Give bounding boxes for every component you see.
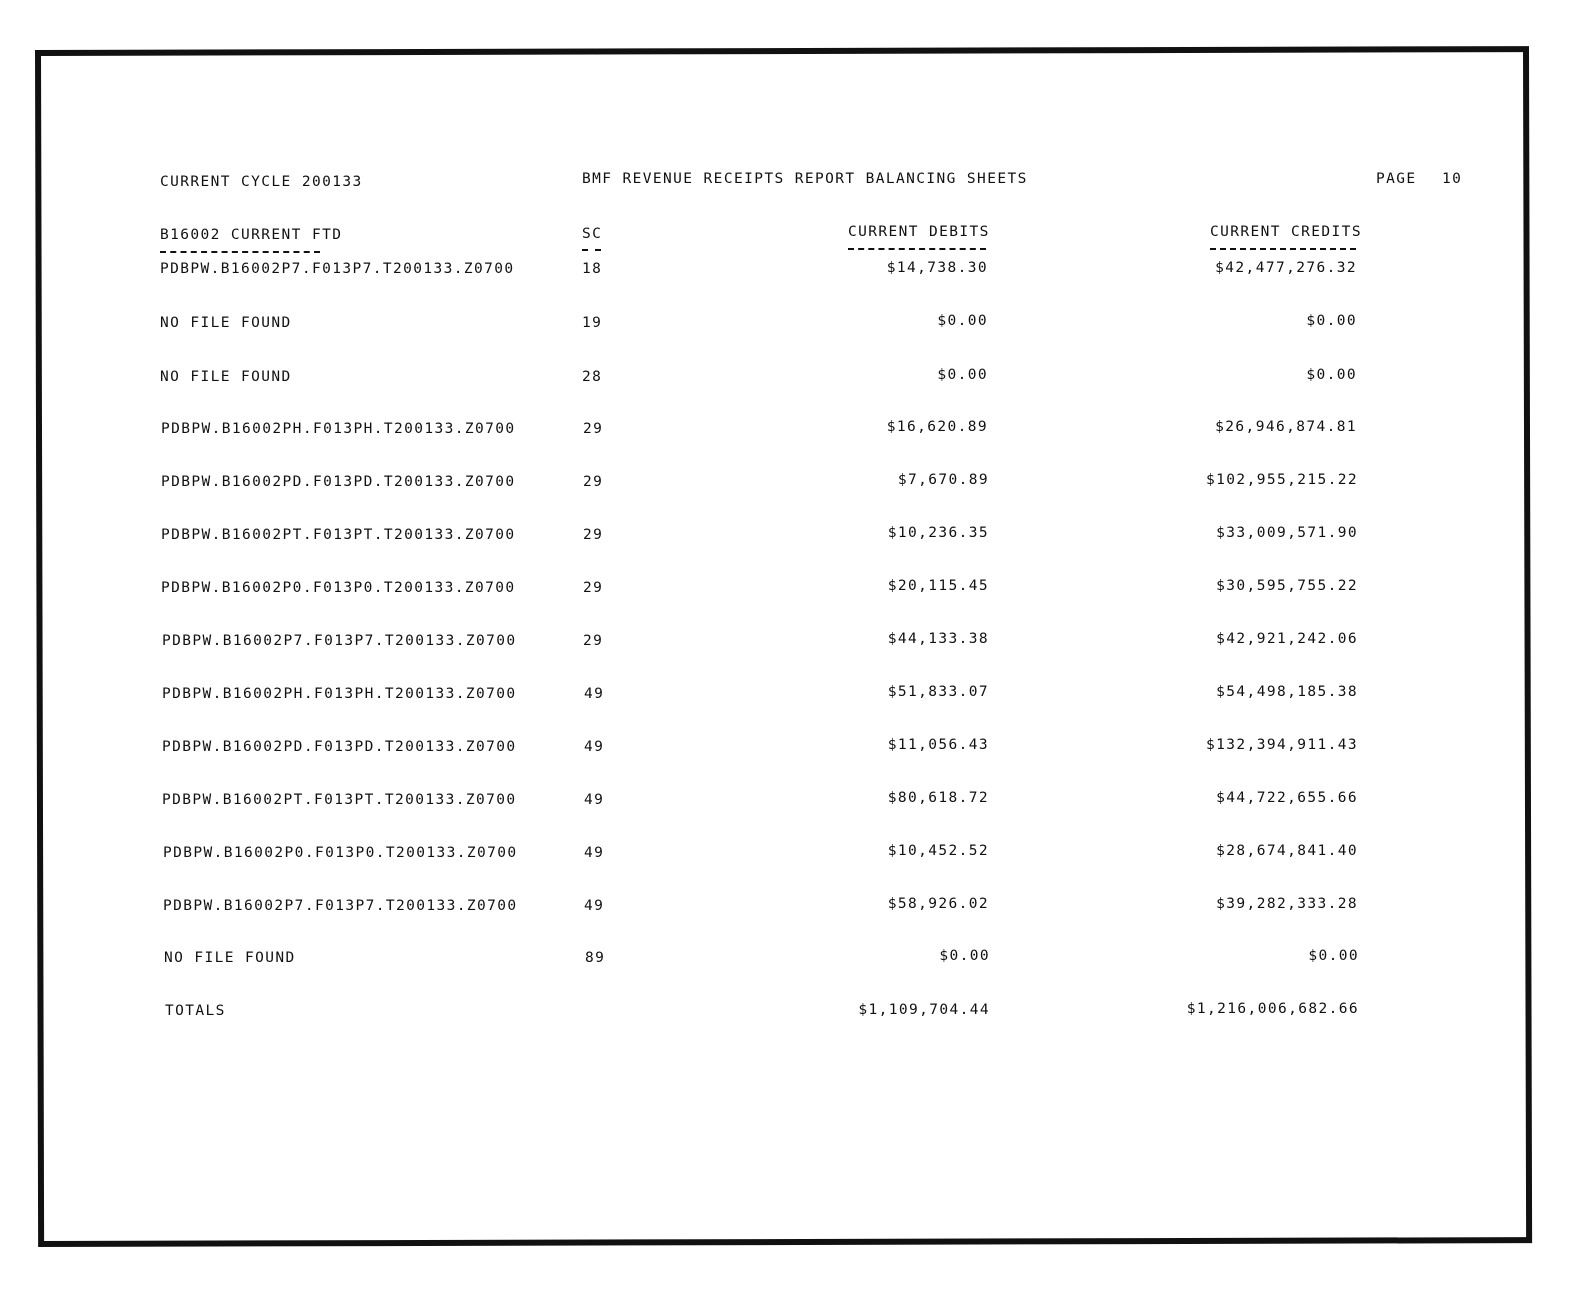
row-sc: 49 xyxy=(584,792,605,808)
column-header-debits: CURRENT DEBITS xyxy=(848,224,990,240)
row-debits: $10,452.52 xyxy=(887,843,989,859)
row-file: NO FILE FOUND xyxy=(164,950,296,966)
row-debits: $51,833.07 xyxy=(887,684,989,700)
table-row xyxy=(0,472,1576,495)
column-underline-debits xyxy=(848,248,986,250)
row-sc: 29 xyxy=(583,527,604,543)
row-debits: $80,618.72 xyxy=(887,790,989,806)
row-debits: $14,738.30 xyxy=(886,260,988,276)
row-credits: $0.00 xyxy=(1308,948,1359,964)
row-sc: 18 xyxy=(582,261,603,277)
column-underline-sc xyxy=(582,249,601,251)
row-credits: $0.00 xyxy=(1306,367,1357,383)
table-row xyxy=(0,578,1576,601)
row-file: NO FILE FOUND xyxy=(160,369,292,385)
row-sc: 49 xyxy=(584,845,605,861)
row-credits: $39,282,333.28 xyxy=(1216,896,1358,912)
table-row xyxy=(0,313,1576,336)
table-row xyxy=(0,737,1576,760)
row-credits: $54,498,185.38 xyxy=(1216,684,1358,700)
table-row xyxy=(0,684,1576,707)
row-sc: 28 xyxy=(582,369,603,385)
row-sc: 29 xyxy=(583,580,604,596)
row-file: NO FILE FOUND xyxy=(160,315,292,331)
row-credits: $44,722,655.66 xyxy=(1216,790,1358,806)
page-number: 10 xyxy=(1442,171,1463,187)
totals-row xyxy=(0,1001,1576,1024)
column-header-sc: SC xyxy=(582,226,603,242)
row-file: PDBPW.B16002PD.F013PD.T200133.Z0700 xyxy=(161,474,516,490)
current-cycle: CURRENT CYCLE 200133 xyxy=(160,174,363,190)
row-debits: $7,670.89 xyxy=(897,472,989,488)
totals-credits: $1,216,006,682.66 xyxy=(1186,1001,1359,1017)
table-row xyxy=(0,419,1576,442)
row-file: PDBPW.B16002P0.F013P0.T200133.Z0700 xyxy=(163,845,518,861)
row-credits: $132,394,911.43 xyxy=(1206,737,1358,753)
row-debits: $11,056.43 xyxy=(887,737,989,753)
report-title: BMF REVENUE RECEIPTS REPORT BALANCING SHEETS xyxy=(582,171,1028,187)
row-sc: 29 xyxy=(583,474,604,490)
table-row xyxy=(0,631,1576,654)
row-file: PDBPW.B16002PD.F013PD.T200133.Z0700 xyxy=(162,739,517,755)
row-debits: $0.00 xyxy=(937,367,988,383)
row-credits: $42,477,276.32 xyxy=(1215,260,1357,276)
totals-label: TOTALS xyxy=(165,1003,226,1019)
table-row xyxy=(0,367,1576,390)
row-debits: $16,620.89 xyxy=(886,419,988,435)
page-label: PAGE xyxy=(1376,171,1417,187)
table-row xyxy=(0,262,1576,282)
row-debits: $0.00 xyxy=(939,948,990,964)
row-credits: $28,674,841.40 xyxy=(1216,843,1358,859)
row-sc: 49 xyxy=(584,739,605,755)
table-row xyxy=(0,525,1576,548)
row-credits: $102,955,215.22 xyxy=(1206,472,1358,488)
row-file: PDBPW.B16002P7.F013P7.T200133.Z0700 xyxy=(160,261,515,277)
row-file: PDBPW.B16002P7.F013P7.T200133.Z0700 xyxy=(163,898,518,914)
row-file: PDBPW.B16002P0.F013P0.T200133.Z0700 xyxy=(161,580,516,596)
row-debits: $10,236.35 xyxy=(887,525,989,541)
table-row xyxy=(0,948,1576,971)
row-sc: 89 xyxy=(585,950,606,966)
row-credits: $42,921,242.06 xyxy=(1216,631,1358,647)
row-sc: 49 xyxy=(584,686,605,702)
column-header-credits: CURRENT CREDITS xyxy=(1210,224,1362,240)
row-debits: $44,133.38 xyxy=(887,631,989,647)
table-row xyxy=(0,896,1576,919)
row-file: PDBPW.B16002PT.F013PT.T200133.Z0700 xyxy=(161,527,516,543)
row-debits: $0.00 xyxy=(937,313,988,329)
row-credits: $26,946,874.81 xyxy=(1215,419,1357,435)
row-sc: 49 xyxy=(584,898,605,914)
row-debits: $20,115.45 xyxy=(887,578,989,594)
row-file: PDBPW.B16002PT.F013PT.T200133.Z0700 xyxy=(162,792,517,808)
row-file: PDBPW.B16002PH.F013PH.T200133.Z0700 xyxy=(162,686,517,702)
column-underline-credits xyxy=(1210,248,1356,250)
row-sc: 29 xyxy=(583,633,604,649)
row-debits: $58,926.02 xyxy=(887,896,989,912)
column-header-file: B16002 CURRENT FTD xyxy=(160,227,343,243)
row-sc: 29 xyxy=(583,421,604,437)
row-credits: $33,009,571.90 xyxy=(1216,525,1358,541)
row-file: PDBPW.B16002P7.F013P7.T200133.Z0700 xyxy=(162,633,517,649)
table-row xyxy=(0,843,1576,866)
column-underline-file xyxy=(160,251,320,253)
table-row xyxy=(0,790,1576,813)
row-credits: $30,595,755.22 xyxy=(1216,578,1358,594)
row-file: PDBPW.B16002PH.F013PH.T200133.Z0700 xyxy=(161,421,516,437)
row-sc: 19 xyxy=(582,315,603,331)
row-credits: $0.00 xyxy=(1306,313,1357,329)
totals-debits: $1,109,704.44 xyxy=(858,1002,990,1018)
